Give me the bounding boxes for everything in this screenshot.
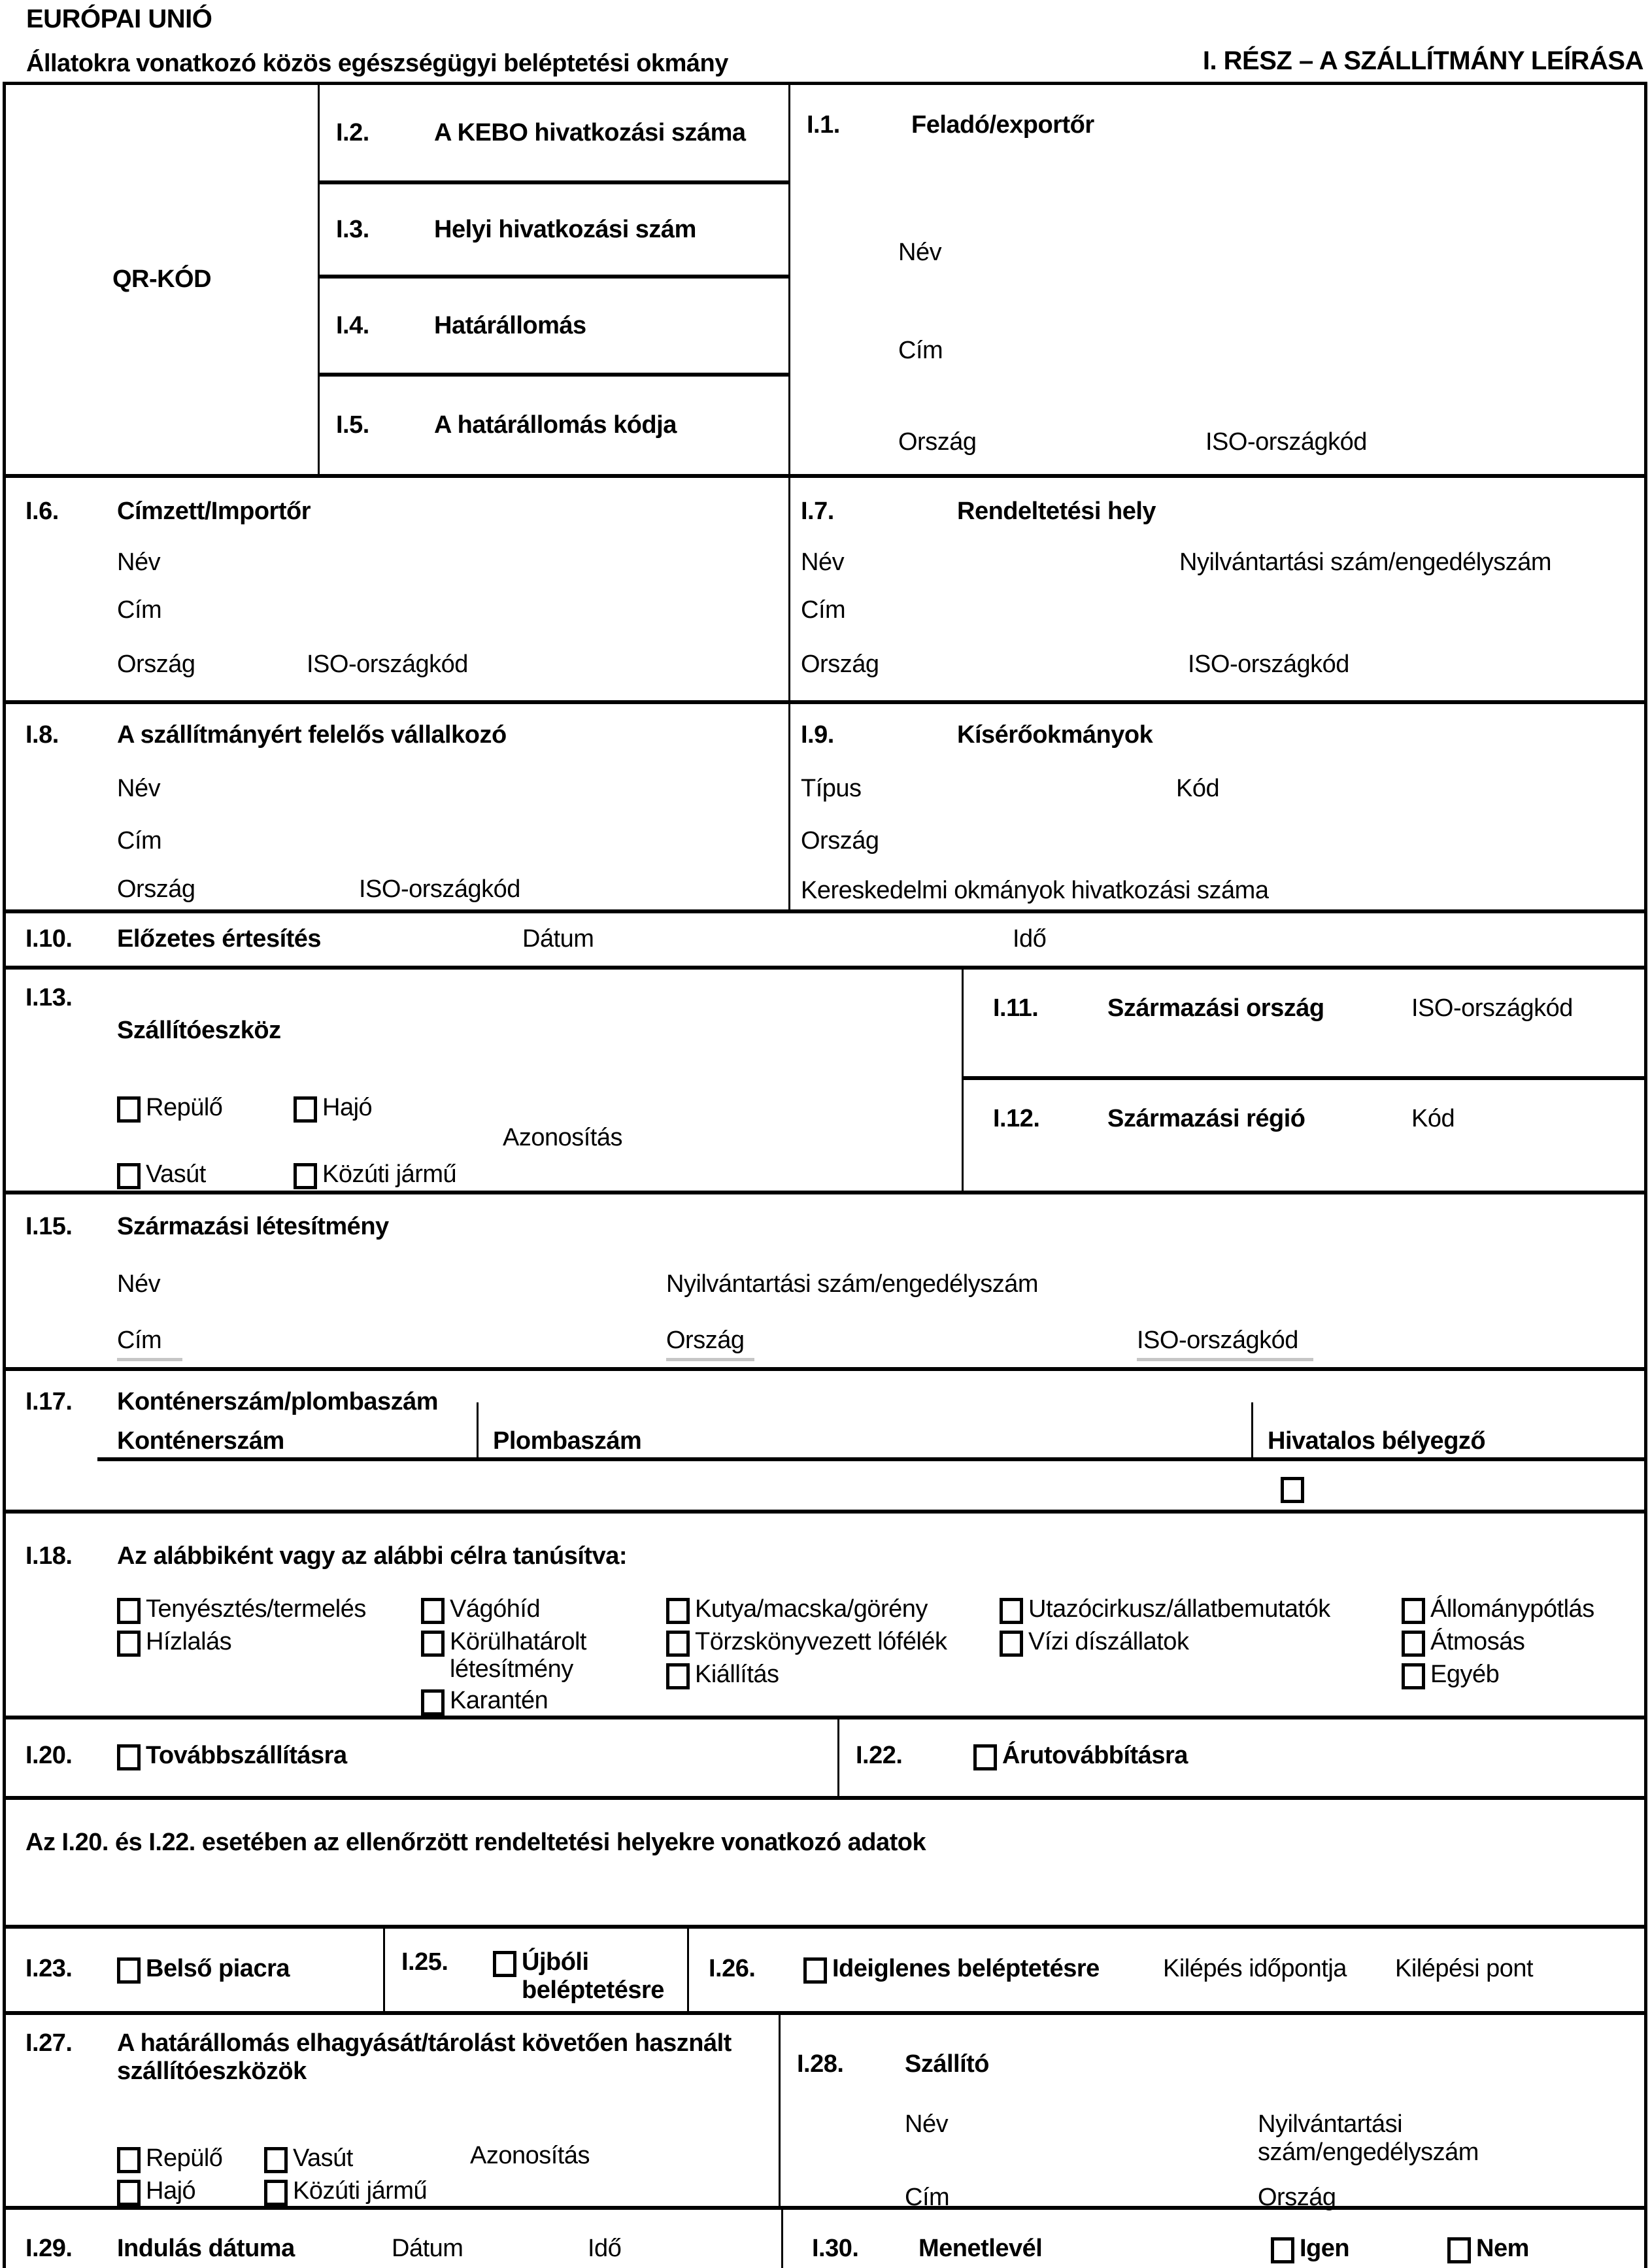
checkbox-kutya-macska-goreny[interactable] (666, 1598, 690, 1624)
row-3 (6, 704, 1644, 913)
option-label-tovabbszallitasra: Továbbszállításra (146, 1742, 347, 1769)
option-label-ujboli-beleptetesre: Újbóli beléptetésre (522, 1948, 664, 2004)
section-i6-number: I.6. (25, 498, 59, 525)
section-i15 (6, 1194, 1644, 1371)
field-label-address: Cím (898, 337, 943, 364)
column-divider (1251, 1402, 1253, 1457)
section-i30-title: Menetlevél (918, 2235, 1043, 2262)
field-label-time: Idő (588, 2235, 622, 2262)
section-i8-title: A szállítmányért felelős vállalkozó (117, 721, 507, 749)
option-label-ideiglenes-beleptetesre: Ideiglenes beléptetésre (832, 1955, 1100, 1982)
section-i29 (6, 2210, 783, 2268)
field-label-country: Ország (801, 651, 879, 678)
section-i2-number: I.2. (336, 118, 369, 146)
section-i18-number: I.18. (25, 1542, 73, 1570)
row-1 (6, 85, 1644, 478)
option-label-egyeb: Egyéb (1430, 1661, 1500, 1688)
field-label-name: Név (117, 775, 161, 802)
input-underline (666, 1358, 754, 1361)
option-label-utazocirkusz-allatbemutatok: Utazócirkusz/állatbemutatók (1028, 1595, 1330, 1623)
checkbox-hajo[interactable] (294, 1096, 317, 1123)
section-i10 (6, 913, 1644, 970)
option-label-vasut: Vasút (146, 1160, 206, 1188)
section-i7 (790, 478, 1644, 700)
row-12 (6, 2015, 1644, 2210)
option-label-hajo: Hajó (146, 2177, 196, 2205)
field-label-registration: Nyilvántartási szám/engedélyszám (1258, 2110, 1479, 2166)
section-i5-number: I.5. (336, 411, 369, 439)
i18-column-3 (666, 1595, 993, 1693)
section-i17-title: Konténerszám/plombaszám (117, 1388, 439, 1415)
section-i17-number: I.17. (25, 1388, 73, 1415)
field-label-time: Idő (1013, 925, 1047, 953)
section-i29-title: Indulás dátuma (117, 2235, 295, 2262)
column-header-stamp: Hivatalos bélyegző (1268, 1427, 1486, 1455)
checkbox-atmosas[interactable] (1402, 1631, 1425, 1657)
section-i6 (6, 478, 790, 700)
section-i13-title: Szállítóeszköz (117, 1017, 281, 1044)
field-label-commercial-ref: Kereskedelmi okmányok hivatkozási száma (801, 877, 1269, 904)
row-2 (6, 478, 1644, 704)
section-i18 (6, 1514, 1644, 1719)
option-label-hizlalas: Hízlalás (146, 1628, 232, 1655)
section-i4 (320, 279, 788, 377)
checkbox-kiallitas[interactable] (666, 1663, 690, 1689)
section-i12-number: I.12. (993, 1105, 1040, 1132)
checkbox-vagohid[interactable] (421, 1598, 445, 1624)
ref-numbers-cell (320, 85, 790, 474)
header-rule (97, 1457, 1644, 1461)
field-label-address: Cím (117, 827, 162, 855)
section-i29-number: I.29. (25, 2235, 73, 2262)
qr-code-label: QR-KÓD (112, 265, 212, 293)
field-label-address: Cím (117, 1327, 162, 1354)
qr-code-cell (6, 85, 320, 474)
checkbox-torzskonyvezett-lofelek[interactable] (666, 1631, 690, 1657)
origin-cells (964, 970, 1644, 1191)
section-i30 (783, 2210, 1644, 2268)
checkbox-kozuti-jarmu-i27[interactable] (264, 2180, 288, 2206)
section-i12-title: Származási régió (1107, 1105, 1305, 1132)
section-i26 (689, 1929, 1644, 2011)
eu-header: EURÓPAI UNIÓ (26, 5, 212, 33)
checkbox-repulo[interactable] (117, 1096, 141, 1123)
checkbox-utazocirkusz-allatbemutatok[interactable] (1000, 1598, 1023, 1624)
checkbox-nem[interactable] (1447, 2237, 1471, 2263)
field-label-country: Ország (801, 827, 879, 855)
document-title: Állatokra vonatkozó közös egészségügyi beléptetési okmány (26, 50, 728, 77)
form-table (3, 82, 1647, 2268)
field-label-country: Ország (117, 875, 195, 903)
field-label-country: Ország (666, 1327, 745, 1354)
checkbox-ideiglenes-beleptetesre[interactable] (803, 1957, 827, 1984)
field-label-country: Ország (117, 651, 195, 678)
section-i25 (385, 1929, 689, 2011)
checkbox-tovabbszallitasra[interactable] (117, 1744, 141, 1770)
section-i5-title: A határállomás kódja (434, 411, 677, 439)
option-label-belso-piacra: Belső piacra (146, 1955, 290, 1982)
section-i1-title: Feladó/exportőr (911, 111, 1094, 139)
section-i7-number: I.7. (801, 498, 834, 525)
section-i10-number: I.10. (25, 925, 73, 953)
section-i23 (6, 1929, 385, 2011)
section-i9 (790, 704, 1644, 909)
section-i28-number: I.28. (797, 2050, 844, 2078)
checkbox-belso-piacra[interactable] (117, 1957, 141, 1984)
section-i20 (6, 1719, 839, 1796)
field-label-exit-time: Kilépés időpontja (1163, 1955, 1347, 1982)
option-label-vasut: Vasút (293, 2144, 353, 2172)
i18-column-2 (421, 1595, 643, 1719)
option-label-tenyesztes-termeles: Tenyésztés/termelés (146, 1595, 366, 1623)
field-label-azonositas: Azonosítás (503, 1124, 622, 1151)
field-label-iso: ISO-országkód (1205, 428, 1367, 456)
column-header-seal: Plombaszám (493, 1427, 642, 1455)
field-label-name: Név (801, 549, 845, 576)
section-i13 (6, 970, 964, 1191)
section-i8-number: I.8. (25, 721, 59, 749)
checkbox-arutovabbitasra[interactable] (973, 1744, 997, 1770)
section-i23-number: I.23. (25, 1955, 73, 1982)
section-i8 (6, 704, 790, 909)
field-label-type: Típus (801, 775, 862, 802)
section-i28-title: Szállító (905, 2050, 990, 2078)
section-i4-number: I.4. (336, 311, 369, 339)
field-label-iso: ISO-országkód (1188, 651, 1349, 678)
section-i7-title: Rendeltetési hely (957, 498, 1156, 525)
section-i20-number: I.20. (25, 1742, 73, 1769)
field-label-name: Név (117, 1270, 161, 1298)
option-label-karanten: Karantén (450, 1687, 548, 1714)
option-label-kozuti-jarmu: Közúti jármű (293, 2177, 428, 2205)
field-label-date: Dátum (522, 925, 594, 953)
section-i4-title: Határállomás (434, 311, 586, 339)
option-label-vagohid: Vágóhíd (450, 1595, 541, 1623)
checkbox-hizlalas[interactable] (117, 1631, 141, 1657)
section-i3-title: Helyi hivatkozási szám (434, 215, 696, 243)
note-row (6, 1800, 1644, 1929)
field-label-code: Kód (1176, 775, 1220, 802)
row-9 (6, 1719, 1644, 1800)
checkbox-ujboli-beleptetesre[interactable] (493, 1951, 516, 1977)
section-i18-title: Az alábbiként vagy az alábbi célra tanúsítva: (117, 1542, 628, 1570)
checkbox-vizi-diszallatok[interactable] (1000, 1631, 1023, 1657)
section-i27-title: A határállomás elhagyását/tárolást követően használt szállítóeszközök (117, 2029, 732, 2085)
column-divider (477, 1402, 479, 1457)
option-label-hajo: Hajó (322, 1094, 373, 1121)
field-label-iso: ISO-országkód (307, 651, 468, 678)
i18-column-4 (1000, 1595, 1398, 1661)
field-label-address: Cím (801, 596, 846, 624)
checkbox-egyeb[interactable] (1402, 1663, 1425, 1689)
section-i2 (320, 85, 788, 184)
checkbox-tenyesztes-termeles[interactable] (117, 1598, 141, 1624)
note-i20-i22: Az I.20. és I.22. esetében az ellenőrzött rendeltetési helyekre vonatkozó adatok (25, 1829, 926, 1856)
column-header-container: Konténerszám (117, 1427, 284, 1455)
field-label-address: Cím (905, 2184, 950, 2211)
field-label-date: Dátum (392, 2235, 463, 2262)
option-label-atmosas: Átmosás (1430, 1628, 1525, 1655)
section-i27-number: I.27. (25, 2029, 73, 2057)
checkbox-vasut-i27[interactable] (264, 2147, 288, 2173)
section-i13-number: I.13. (25, 984, 73, 1011)
section-i1 (790, 85, 1644, 474)
checkbox-karanten[interactable] (421, 1689, 445, 1716)
option-label-arutovabbitasra: Árutovábbításra (1002, 1742, 1188, 1769)
i18-column-5 (1402, 1595, 1650, 1693)
i18-column-1 (117, 1595, 418, 1661)
checkbox-allomanypotlas[interactable] (1402, 1598, 1425, 1624)
input-underline (1137, 1358, 1313, 1361)
field-label-iso: ISO-országkód (359, 875, 520, 903)
section-i1-number: I.1. (807, 111, 840, 139)
checkbox-repulo-i27[interactable] (117, 2147, 141, 2173)
section-i12 (964, 1080, 1644, 1191)
field-label-code: Kód (1411, 1105, 1455, 1132)
field-label-azonositas: Azonosítás (470, 2142, 590, 2169)
option-label-kozuti-jarmu: Közúti jármű (322, 1160, 457, 1188)
section-i22 (839, 1719, 1644, 1796)
field-label-country: Ország (1258, 2184, 1336, 2211)
field-label-registration: Nyilvántartási szám/engedélyszám (666, 1270, 1039, 1298)
section-i27 (6, 2015, 781, 2206)
input-underline (117, 1358, 182, 1361)
field-label-country: Ország (898, 428, 977, 456)
checkbox-korulhatarolt-letesitmeny[interactable] (421, 1631, 445, 1657)
checkbox-hajo-i27[interactable] (117, 2180, 141, 2206)
section-i2-title: A KEBO hivatkozási száma (434, 118, 746, 146)
option-label-allomanypotlas: Állománypótlás (1430, 1595, 1594, 1623)
option-label-torzskonyvezett-lofelek: Törzskönyvezett lófélék (695, 1628, 947, 1655)
checkbox-hivatalos-belyegzo[interactable] (1281, 1477, 1304, 1503)
section-i5 (320, 377, 788, 474)
field-label-address: Cím (117, 596, 162, 624)
row-11 (6, 1929, 1644, 2015)
section-i9-title: Kísérőokmányok (957, 721, 1153, 749)
section-i10-title: Előzetes értesítés (117, 925, 322, 953)
checkbox-vasut[interactable] (117, 1163, 141, 1189)
field-label-registration: Nyilvántartási szám/engedélyszám (1179, 549, 1552, 576)
section-i28 (781, 2015, 1644, 2211)
option-label-kiallitas: Kiállítás (695, 1661, 779, 1688)
field-label-name: Név (898, 239, 942, 266)
section-i22-number: I.22. (856, 1742, 903, 1769)
section-i26-number: I.26. (709, 1955, 756, 1982)
option-label-repulo: Repülő (146, 2144, 223, 2172)
option-label-korulhatarolt-letesitmeny: Körülhatárolt létesítmény (450, 1628, 586, 1683)
row-5 (6, 970, 1644, 1194)
section-i6-title: Címzett/Importőr (117, 498, 311, 525)
checkbox-igen[interactable] (1271, 2237, 1294, 2263)
field-label-exit-point: Kilépési pont (1395, 1955, 1534, 1982)
part-title: I. RÉSZ – A SZÁLLÍTMÁNY LEÍRÁSA (1202, 46, 1643, 75)
section-i3 (320, 184, 788, 279)
option-label-igen: Igen (1300, 2235, 1350, 2262)
section-i11-title: Származási ország (1107, 994, 1324, 1022)
section-i9-number: I.9. (801, 721, 834, 749)
section-i30-number: I.30. (812, 2235, 859, 2262)
field-label-iso: ISO-országkód (1137, 1327, 1298, 1354)
checkbox-kozuti-jarmu[interactable] (294, 1163, 317, 1189)
section-i3-number: I.3. (336, 215, 369, 243)
section-i15-title: Származási létesítmény (117, 1213, 389, 1240)
section-i15-number: I.15. (25, 1213, 73, 1240)
field-label-iso: ISO-országkód (1411, 994, 1573, 1022)
option-label-kutya-macska-goreny: Kutya/macska/görény (695, 1595, 928, 1623)
field-label-name: Név (905, 2110, 949, 2138)
field-label-name: Név (117, 549, 161, 576)
section-i11-number: I.11. (993, 994, 1039, 1022)
section-i25-number: I.25. (401, 1948, 448, 1976)
row-13 (6, 2210, 1644, 2268)
option-label-vizi-diszallatok: Vízi díszállatok (1028, 1628, 1189, 1655)
section-i11 (964, 970, 1644, 1080)
option-label-repulo: Repülő (146, 1094, 223, 1121)
option-label-nem: Nem (1476, 2235, 1529, 2262)
section-i17 (6, 1371, 1644, 1514)
